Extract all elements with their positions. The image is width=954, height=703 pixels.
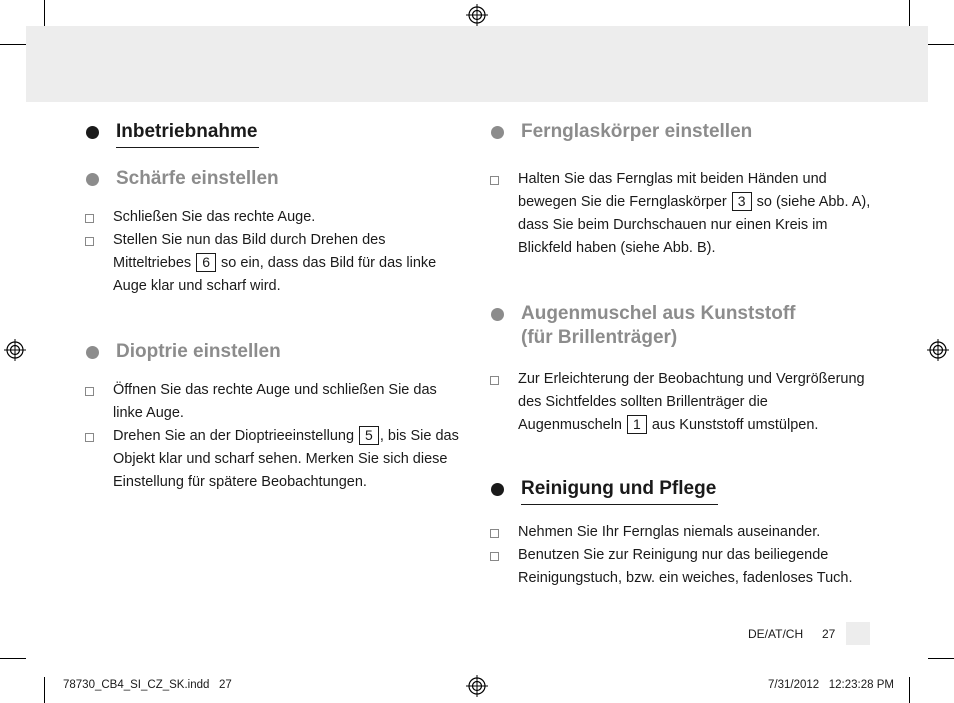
heading-dot-icon	[86, 346, 99, 359]
part-reference-number: 6	[196, 253, 216, 272]
list-item: Halten Sie das Fernglas mit beiden Händen und bewegen Sie die Fernglaskörper 3 so (siehe Abb. A), dass Sie beim Durchschauen nur einen Kreis im Blickfeld haben (siehe Abb. B).	[488, 168, 873, 260]
print-timestamp: 7/31/2012 12:23:28 PM	[768, 679, 894, 691]
cleaning-steps-list	[488, 521, 873, 590]
registration-mark-icon	[466, 4, 488, 26]
heading-fernglaskoerper: Fernglaskörper einstellen	[488, 120, 873, 144]
crop-mark	[928, 658, 954, 659]
heading-schaerfe: Schärfe einstellen	[83, 167, 463, 191]
bullet-square-icon	[85, 214, 94, 223]
list-item: Öffnen Sie das rechte Auge und schließen Sie das linke Auge.	[83, 379, 463, 425]
crop-mark	[44, 0, 45, 26]
crop-mark	[928, 44, 954, 45]
list-item: Schließen Sie das rechte Auge.	[83, 206, 463, 229]
crop-mark	[909, 0, 910, 26]
bullet-square-icon	[85, 237, 94, 246]
heading-dot-icon	[86, 126, 99, 139]
right-column	[488, 120, 873, 590]
bullet-square-icon	[490, 529, 499, 538]
heading-dot-icon	[491, 483, 504, 496]
part-reference-number: 5	[359, 426, 379, 445]
locale-label: DE/AT/CH	[748, 627, 804, 641]
page-number-tab	[846, 622, 870, 645]
bullet-square-icon	[490, 376, 499, 385]
heading-reinigung: Reinigung und Pflege	[488, 477, 873, 505]
bullet-square-icon	[490, 552, 499, 561]
page-number: 27	[822, 627, 836, 641]
heading-dot-icon	[86, 173, 99, 186]
list-item: Zur Erleichterung der Beobachtung und Vergrößerung des Sichtfeldes sollten Brillenträger die Augenmuscheln 1 aus Kunststoff umstülpen.	[488, 368, 873, 437]
part-reference-number: 3	[732, 192, 752, 211]
bullet-square-icon	[490, 176, 499, 185]
left-column	[83, 120, 463, 494]
list-item: Drehen Sie an der Dioptrieeinstellung 5 , bis Sie das Objekt klar und scharf sehen. Merken Sie sich diese Einstellung für spätere Beobachtungen.	[83, 425, 463, 494]
list-item: Nehmen Sie Ihr Fernglas niemals auseinander.	[488, 521, 873, 544]
heading-dot-icon	[491, 308, 504, 321]
diopter-steps-list	[83, 379, 463, 494]
crop-mark	[909, 677, 910, 703]
part-reference-number: 1	[627, 415, 647, 434]
heading-dot-icon	[491, 126, 504, 139]
body-steps-list	[488, 168, 873, 260]
crop-mark	[44, 677, 45, 703]
heading-inbetriebnahme: Inbetriebnahme	[83, 120, 463, 148]
registration-mark-icon	[927, 339, 949, 361]
bullet-square-icon	[85, 387, 94, 396]
focus-steps-list	[83, 206, 463, 298]
list-item: Benutzen Sie zur Reinigung nur das beiliegende Reinigungstuch, bzw. ein weiches, fadenloses Tuch.	[488, 544, 873, 590]
list-item: Stellen Sie nun das Bild durch Drehen des Mitteltriebes 6 so ein, dass das Bild für das linke Auge klar und scharf wird.	[83, 229, 463, 298]
header-band	[26, 26, 928, 102]
registration-mark-icon	[4, 339, 26, 361]
eyecup-steps-list	[488, 368, 873, 437]
registration-mark-icon	[466, 675, 488, 697]
heading-augenmuschel: Augenmuschel aus Kunststoff (für Brillenträger)	[488, 302, 873, 350]
bullet-square-icon	[85, 433, 94, 442]
crop-mark	[0, 658, 26, 659]
heading-dioptrie: Dioptrie einstellen	[83, 340, 463, 364]
crop-mark	[0, 44, 26, 45]
file-info: 78730_CB4_SI_CZ_SK.indd 27	[63, 679, 232, 691]
